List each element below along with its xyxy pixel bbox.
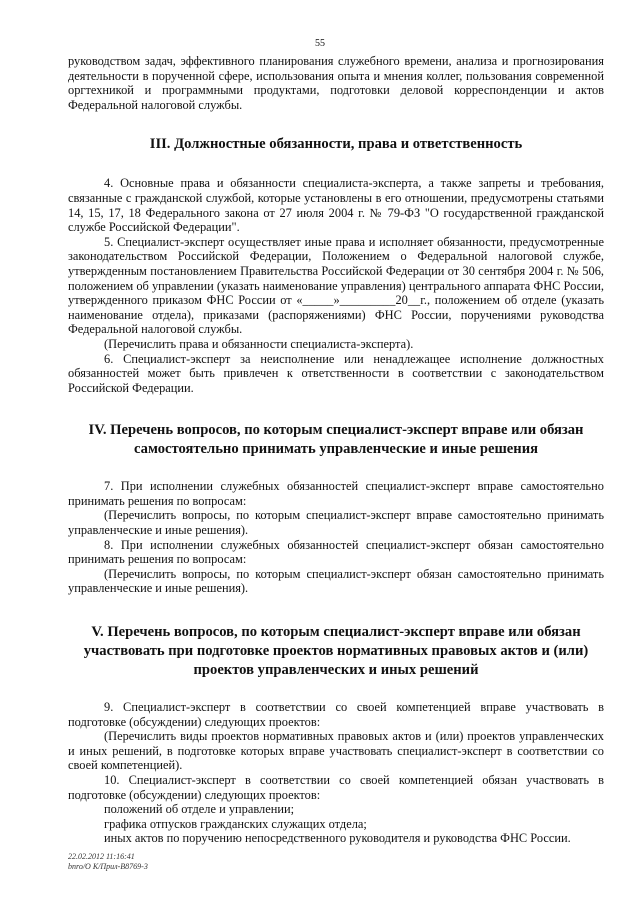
paragraph-4: 4. Основные права и обязанности специалиста-эксперта, а также запреты и требования, связанные с гражданской службой, которые установлены в его отношении, предусмотрены статьями 14, 15, 17, 18 Федерального закона от 27 июля 2004 г. № 79-ФЗ "О государственной гражданской службе Российской Федерации".: [68, 176, 604, 235]
paragraph-8-note: (Перечислить вопросы, по которым специалист-эксперт обязан самостоятельно принимать управленческие и иные решения).: [68, 566, 604, 596]
paragraph-10: 10. Специалист-эксперт в соответствии со своей компетенцией обязан участвовать в подготовке (обсуждении) следующих проектов:: [68, 773, 604, 802]
section-4-heading: [68, 421, 604, 459]
paragraph-8: 8. При исполнении служебных обязанностей специалист-эксперт обязан самостоятельно принимать решения по вопросам:: [68, 537, 604, 567]
paragraph-5-note: (Перечислить права и обязанности специалиста-эксперта).: [104, 336, 414, 351]
section-4-heading-line2: самостоятельно принимать управленческие и иные решения: [134, 441, 538, 458]
section-5-heading-line2: участвовать при подготовке проектов нормативных правовых актов и (или): [83, 643, 589, 660]
paragraph-9: 9. Специалист-эксперт в соответствии со своей компетенцией вправе участвовать в подготовке (обсуждении) следующих проектов:: [68, 700, 604, 729]
paragraph-9-note: (Перечислить виды проектов нормативных правовых актов и (или) проектов управленческих и иных решений, в подготовке которых вправе участвовать специалист-эксперт в соответствии со своей компетенцией).: [68, 729, 604, 773]
section-4-heading-line1: IV. Перечень вопросов, по которым специалист-эксперт вправе или обязан: [88, 422, 584, 439]
paragraph-5: 5. Специалист-эксперт осуществляет иные права и исполняет обязанности, предусмотренные законодательством Российской Федерации, Положением о Федеральной налоговой службе, утвержденным постановлением Правительства Российской Федерации от 30 сентября 2004 г. № 506, положением об управлении (указать наименование управления) центрального аппарата ФНС России, утвержденного приказом ФНС России от «_____»_________20__г., положением об отделе (указать наименование отдела), приказами (распоряжениями) ФНС России, поручениями руководства Федеральной налоговой службы.: [68, 234, 604, 337]
paragraph-7-note: (Перечислить вопросы, по которым специалист-эксперт вправе самостоятельно принимать управленческие и иные решения).: [68, 508, 604, 538]
paragraph-6: 6. Специалист-эксперт за неисполнение или ненадлежащее исполнение должностных обязанностей может быть привлечен к ответственности в соответствии с законодательством Российской Федерации.: [68, 351, 604, 395]
section-5-heading: [68, 623, 604, 680]
section-5-heading-line3: проектов управленческих и иных решений: [193, 662, 479, 679]
list-item: графика отпусков гражданских служащих отдела;: [104, 816, 367, 831]
print-footer: [68, 852, 148, 872]
paragraph-7: 7. При исполнении служебных обязанностей специалист-эксперт вправе самостоятельно принимать решения по вопросам:: [68, 479, 604, 508]
section-3-heading: III. Должностные обязанности, права и ответственность: [149, 136, 523, 153]
page-number: 55: [315, 38, 325, 49]
print-file-reference: bnro/O К/Прил-В8769-3: [68, 862, 148, 871]
document-body: [68, 54, 604, 846]
list-item: иных актов по поручению непосредственного руководителя и руководства ФНС России.: [104, 831, 571, 846]
intro-paragraph: руководством задач, эффективного планирования служебного времени, анализа и прогнозирования деятельности в порученной сфере, использования опыта и мнения коллег, пользования современной оргтехникой и программными продуктами, подготовки деловой корреспонденции и актов Федеральной налоговой службы.: [68, 54, 604, 112]
section-5-heading-line1: V. Перечень вопросов, по которым специалист-эксперт вправе или обязан: [91, 624, 581, 641]
print-timestamp: 22.02.2012 11:16:41: [68, 852, 135, 861]
list-item: положений об отделе и управлении;: [104, 802, 295, 817]
